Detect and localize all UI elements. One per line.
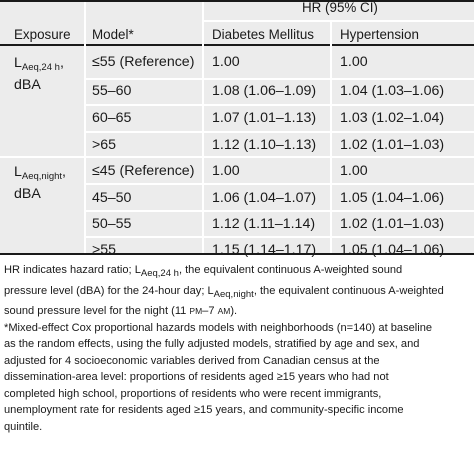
table-top-rule — [0, 0, 474, 2]
row-24h-2-model: 60–65 — [92, 110, 132, 126]
row-night-2-dm: 1.12 (1.11–1.14) — [212, 216, 316, 232]
footnote-star-line: adjusted for 4 socioeconomic variables derived from Canadian census at the — [4, 354, 380, 367]
row-night-0-model: ≤45 (Reference) — [92, 163, 195, 179]
row-24h-1-model: 55–60 — [92, 83, 132, 99]
column-header-diabetes: Diabetes Mellitus — [212, 27, 314, 42]
table-footnotes — [4, 262, 474, 435]
row-night-3-dm: 1.15 (1.14–1.17) — [212, 242, 317, 258]
row-24h-3-dm: 1.12 (1.10–1.13) — [212, 137, 317, 153]
row-24h-3-htn: 1.02 (1.01–1.03) — [340, 137, 445, 153]
row-night-3-model: >55 — [92, 242, 117, 258]
row-24h-0-model: ≤55 (Reference) — [92, 54, 195, 70]
footnote-star-line: quintile. — [4, 420, 43, 433]
row-24h-2-dm: 1.07 (1.01–1.13) — [212, 110, 317, 126]
row-24h-0-htn: 1.00 — [340, 54, 368, 70]
row-24h-3-model: >65 — [92, 137, 117, 153]
exposure-laeq-night: $L_{Aeq,night}$, — [14, 164, 66, 182]
footnote-star-line: unemployment rate for residents aged ≥15 years, and community-specific income — [4, 404, 404, 416]
column-header-model: Model* — [92, 27, 134, 42]
exposure-night-unit: dBA — [14, 186, 41, 202]
row-night-2-htn: 1.02 (1.01–1.03) — [340, 216, 445, 232]
row-night-1-dm: 1.06 (1.04–1.07) — [212, 190, 317, 206]
row-night-0-dm: 1.00 — [212, 163, 240, 179]
row-night-0-htn: 1.00 — [340, 163, 368, 179]
exposure-24h-unit: dBA — [14, 77, 41, 93]
footnote-star-line: dissemination-area level: proportions of residents aged ≥15 years who had not — [4, 371, 389, 383]
footnote-line: HR indicates hazard ratio; LAeq,24 h, the equivalent continuous A-weighted sound — [4, 264, 403, 279]
footnote-star-line: as the random effects, using the fully adjusted models, stratified by age and sex, and — [4, 338, 420, 350]
column-header-hypertension: Hypertension — [340, 27, 419, 42]
row-24h-1-dm: 1.08 (1.06–1.09) — [212, 83, 317, 99]
row-24h-1-htn: 1.04 (1.03–1.06) — [340, 83, 445, 99]
row-24h-2-htn: 1.03 (1.02–1.04) — [340, 110, 445, 126]
footnote-star-line: completed high school, proportions of residents who were recent immigrants, — [4, 387, 382, 400]
row-24h-0-dm: 1.00 — [212, 54, 240, 70]
row-night-2-model: 50–55 — [92, 216, 132, 232]
footnote-star-line: *Mixed-effect Cox proportional hazards models with neighborhoods (n=140) at baseline — [4, 321, 433, 334]
row-night-1-htn: 1.05 (1.04–1.06) — [340, 190, 445, 206]
footnote-line: sound pressure level for the night (11 PM–7 AM). — [4, 305, 238, 317]
row-night-3-htn: 1.05 (1.04–1.06) — [340, 242, 445, 258]
row-night-1-model: 45–50 — [92, 190, 132, 206]
column-header-exposure: Exposure — [14, 27, 71, 42]
group-header-hr-ci: HR (95% CI) — [302, 0, 378, 15]
exposure-laeq-24h: $L_{Aeq,24 h}$, — [14, 55, 64, 73]
table-header-rule — [0, 44, 474, 46]
footnote-line: pressure level (dBA) for the 24-hour day; LAeq,night, the equivalent continuous A-weighted — [4, 284, 444, 300]
